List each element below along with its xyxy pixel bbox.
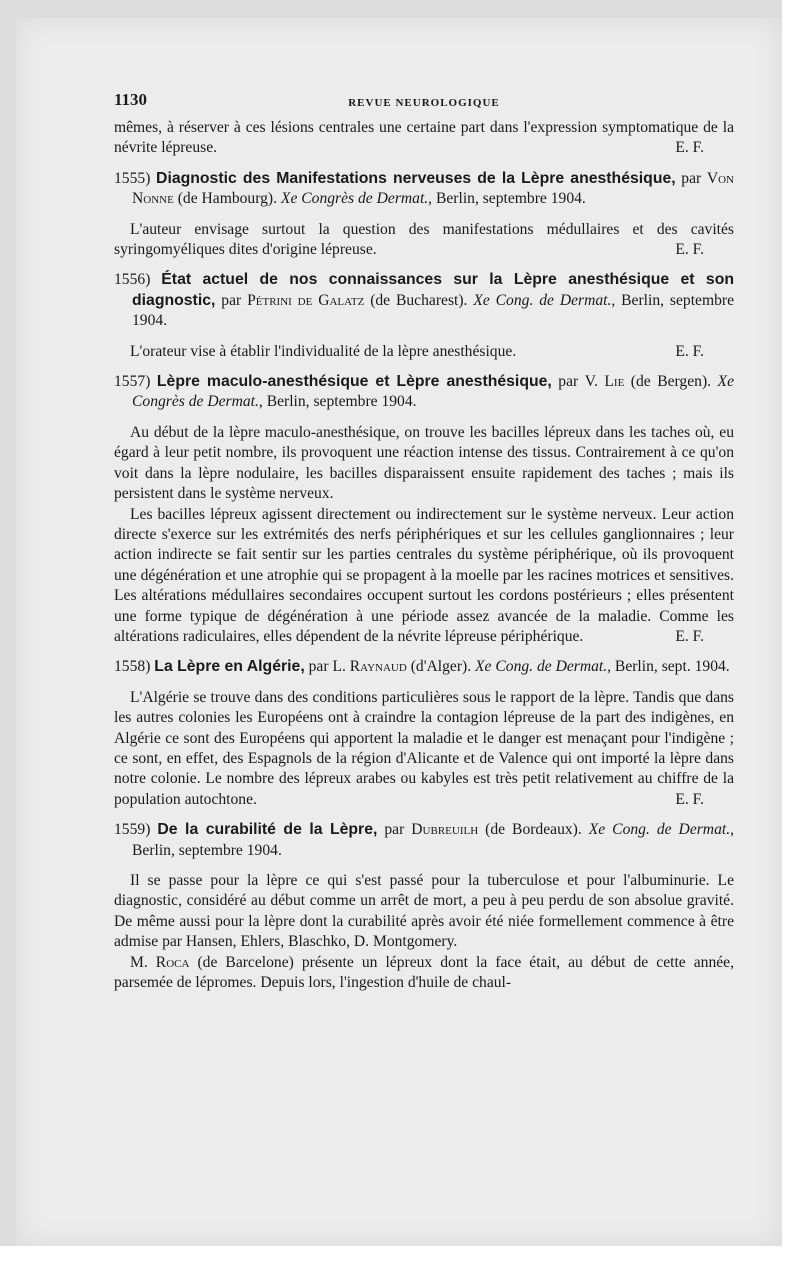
abstract-congress: Xe Cong. de Dermat. — [473, 291, 612, 309]
running-header — [114, 90, 734, 112]
abstract-body-text: Les bacilles lépreux agissent directement ou indirectement sur le système nerveux. Leur action directe s'exerce sur les extrémités des nerfs périphériques et sur les cellules ganglionnaires ; leur action indirecte se fait sentir sur les parties centrales du système périphérique, où ils provoquent une dégénération et une atrophie qui se propagent à la moelle par les racines motrices et sensitives. Les altérations médullaires secondaires occupent surtout les cordons postérieurs ; elles présentent une forme typique de dégénération à une période assez avancée de la maladie. Comme les altérations radiculaires, elles dépendent de la névrite lépreuse périphérique. — [114, 505, 734, 645]
abstract-date: , Berlin, septembre 1904. — [428, 190, 586, 208]
abstract-number: 1556) — [114, 271, 151, 289]
abstract-number: 1558) — [114, 658, 151, 676]
abstract-body — [114, 220, 734, 261]
abstract-body: Au début de la lèpre maculo-anesthésique, on trouve les bacilles lépreux dans les taches où, eu égard à leur petit nombre, ils provoquent une réaction intense des tissus. Contrairement à ce qu'on voit dans la lèpre nodulaire, les bacilles disparaissent ensuite rapidement des taches ; mais ils persistent dans le système nerveux. — [114, 423, 734, 503]
intro-text: mêmes, à réserver à ces lésions centrales une certaine part dans l'expression symptomatique de la névrite lépreuse. — [114, 119, 734, 157]
par-word: par — [377, 821, 412, 839]
abstract-signature: E. F. — [675, 241, 704, 259]
abstract-title: Lèpre maculo-anesthésique et Lèpre anesthésique, — [156, 373, 552, 391]
abstract-title: Diagnostic des Manifestations nerveuses de la Lèpre anesthésique, — [156, 169, 676, 187]
abstract-author: Pétrini de Galatz — [247, 291, 365, 309]
intro-signature: E. F. — [675, 139, 704, 157]
abstract-place: (de Bucharest). — [364, 291, 474, 309]
abstract-place: (d'Alger). — [406, 658, 476, 676]
par-word: par — [675, 169, 707, 187]
abstract-body-text: L'orateur vise à établir l'individualité de la lèpre anesthésique. — [130, 342, 517, 360]
abstract-author: L. Raynaud — [332, 658, 407, 676]
abstract-body-text: L'auteur envisage surtout la question des manifestations médullaires et des cavités syringomyéliques dites d'origine lépreuse. — [114, 220, 734, 259]
abstract-place: (de Bergen). — [624, 373, 718, 391]
par-word: par — [215, 291, 248, 309]
abstract-congress: Xe Cong. de Dermat. — [588, 821, 731, 839]
abstract-signature: E. F. — [675, 342, 704, 360]
abstract-date: , Berlin, septembre 1904. — [132, 291, 734, 330]
abstract-title: État actuel de nos connaissances sur la Lèpre anesthésique et son diagnostic, — [132, 271, 734, 309]
abstract-1559-heading — [114, 820, 734, 861]
abstract-body-text: (de Barcelone) présente un lépreux dont la face était, au début de cette année, parsemée de lépromes. Depuis lors, l'ingestion d'huile de chaul- — [114, 953, 734, 992]
abstract-author: Dubreuilh — [411, 821, 479, 839]
abstract-congress: Xe Congrès de Dermat. — [132, 373, 734, 411]
abstract-congress: Xe Cong. de Dermat. — [475, 658, 608, 676]
abstract-1557-heading — [114, 372, 734, 413]
abstract-1559 — [114, 820, 734, 993]
par-word: par — [304, 658, 333, 676]
abstract-1558-heading — [114, 657, 734, 677]
abstract-1558 — [114, 657, 734, 810]
abstract-1557 — [114, 372, 734, 647]
abstract-title: La Lèpre en Algérie, — [154, 658, 305, 676]
abstract-signature: E. F. — [675, 627, 704, 645]
par-word: par — [551, 373, 585, 391]
abstract-date: , Berlin, sept. 1904. — [607, 658, 730, 676]
abstract-body — [114, 505, 734, 648]
intro-paragraph — [114, 118, 734, 159]
abstract-body-text: L'Algérie se trouve dans des conditions particulières sous le rapport de la lèpre. Tandis que dans les autres colonies les Européens ont à craindre la contagion lépreuse de la part des indigènes, en Algérie ce sont des Européens qui apportent la maladie et le danger est menaçant pour l'indigène ; ce sont, en effet, des Espagnols de la région d'Alicante et de Valence qui ont importé la lèpre dans notre colonie. Le nombre des lépreux arabes ou kabyles est très petit relativement au chiffre de la population autochtone. — [114, 688, 734, 808]
abstract-body — [114, 953, 734, 994]
abstract-body-author: M. Roca — [130, 953, 190, 971]
abstract-author: Von Nonne — [132, 169, 734, 208]
abstract-1555 — [114, 169, 734, 261]
scanned-page — [16, 18, 782, 1246]
abstract-body: Il se passe pour la lèpre ce qui s'est passé pour la tuberculose et pour l'albuminurie. Le diagnostic, considéré au début comme un arrêt de mort, a peu à peu perdu de son absolue gravité. De même aussi pour la lèpre dont la curabilité après avoir été niée formellement commence à être admise par Hansen, Ehlers, Blaschko, D. Montgomery. — [114, 872, 734, 951]
abstract-place: (de Bordeaux). — [478, 821, 589, 839]
abstract-date: , Berlin, septembre 1904. — [132, 821, 735, 859]
abstract-signature: E. F. — [675, 790, 704, 808]
abstract-number: 1557) — [114, 373, 151, 391]
abstract-author: V. Lie — [584, 373, 625, 391]
scan-border-right — [782, 0, 800, 1263]
abstract-congress: Xe Congrès de Dermat. — [280, 190, 429, 208]
abstract-date: , Berlin, septembre 1904. — [258, 393, 417, 411]
abstract-title: De la curabilité de la Lèpre, — [157, 821, 378, 839]
journal-title: REVUE NEUROLOGIQUE — [348, 97, 500, 109]
abstract-number: 1555) — [114, 169, 151, 187]
page-content — [114, 90, 734, 993]
abstract-body — [114, 342, 734, 362]
abstract-1555-heading — [114, 169, 734, 210]
abstract-1556-heading — [114, 270, 734, 331]
abstract-body — [114, 688, 734, 810]
page-number: 1130 — [114, 90, 148, 109]
abstract-place: (de Hambourg). — [173, 190, 281, 208]
abstract-number: 1559) — [114, 821, 151, 839]
abstract-1556 — [114, 270, 734, 362]
scan-border-bottom — [0, 1246, 800, 1263]
